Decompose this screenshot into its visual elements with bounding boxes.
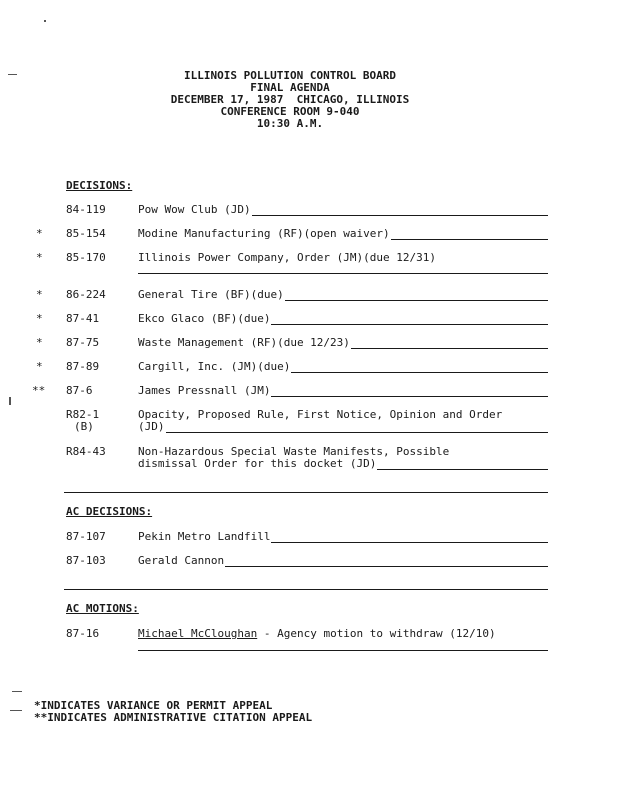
- scan-speck: [12, 691, 22, 692]
- section-divider: [64, 589, 548, 590]
- scan-speck: [44, 20, 46, 22]
- agenda-title: FINAL AGENDA: [250, 81, 330, 94]
- docket-number: 86-224: [66, 288, 106, 301]
- appeal-marker: *: [36, 288, 43, 301]
- appeal-marker: *: [36, 251, 43, 264]
- appeal-marker: *: [36, 312, 43, 325]
- item-text: Cargill, Inc. (JM)(due): [138, 360, 291, 373]
- appeal-marker: **: [32, 384, 46, 397]
- appeal-marker: *: [36, 227, 43, 240]
- decisions-heading: DECISIONS:: [66, 179, 133, 192]
- item-text: Non-Hazardous Special Waste Manifests, Possible: [138, 445, 450, 458]
- item-text-continued: dismissal Order for this docket (JD): [138, 457, 377, 470]
- ac-decisions-heading: AC DECISIONS:: [66, 505, 153, 518]
- docket-number: 87-75: [66, 336, 100, 349]
- item-text: Waste Management (RF)(due 12/23): [138, 336, 350, 349]
- docket-number: R84-43: [66, 445, 106, 458]
- item-text: James Pressnall (JM): [138, 384, 271, 397]
- item-text: Gerald Cannon: [138, 554, 225, 567]
- scan-speck: [9, 397, 11, 405]
- agenda-time: 10:30 A.M.: [256, 117, 324, 130]
- docket-number: 85-170: [66, 251, 106, 264]
- docket-number: 84-119: [66, 203, 106, 216]
- legend-single-star: *INDICATES VARIANCE OR PERMIT APPEAL: [34, 699, 273, 712]
- docket-number: 87-107: [66, 530, 106, 543]
- item-text: Opacity, Proposed Rule, First Notice, Opinion and Order: [138, 408, 503, 421]
- docket-number: R82-1: [66, 408, 100, 421]
- appeal-marker: *: [36, 336, 43, 349]
- item-text: Pow Wow Club (JD): [138, 203, 251, 216]
- ac-motions-heading: AC MOTIONS:: [66, 602, 139, 615]
- scan-speck: [8, 74, 17, 75]
- signature-line: [138, 650, 548, 651]
- agenda-date-place: DECEMBER 17, 1987 CHICAGO, ILLINOIS: [170, 93, 410, 106]
- docket-number: 87-103: [66, 554, 106, 567]
- signature-line: [138, 273, 548, 274]
- item-text-continued: (JD): [138, 420, 165, 433]
- respondent-name: Michael McCloughan: [138, 627, 258, 640]
- docket-number: 85-154: [66, 227, 106, 240]
- item-text: - Agency motion to withdraw (12/10): [257, 627, 496, 640]
- docket-number: 87-16: [66, 627, 100, 640]
- board-name: ILLINOIS POLLUTION CONTROL BOARD: [184, 69, 396, 82]
- item-text: Illinois Power Company, Order (JM)(due 12/31): [138, 251, 437, 264]
- item-text: General Tire (BF)(due): [138, 288, 284, 301]
- docket-number: 87-89: [66, 360, 100, 373]
- legend-double-star: **INDICATES ADMINISTRATIVE CITATION APPEAL: [34, 711, 313, 724]
- docket-subpart: (B): [74, 420, 94, 433]
- docket-number: 87-6: [66, 384, 93, 397]
- item-text: Ekco Glaco (BF)(due): [138, 312, 271, 325]
- agenda-room: CONFERENCE ROOM 9-040: [220, 105, 360, 118]
- item-text: Modine Manufacturing (RF)(open waiver): [138, 227, 390, 240]
- section-divider: [64, 492, 548, 493]
- scan-speck: [10, 710, 22, 711]
- docket-number: 87-41: [66, 312, 100, 325]
- item-text: Pekin Metro Landfill: [138, 530, 271, 543]
- appeal-marker: *: [36, 360, 43, 373]
